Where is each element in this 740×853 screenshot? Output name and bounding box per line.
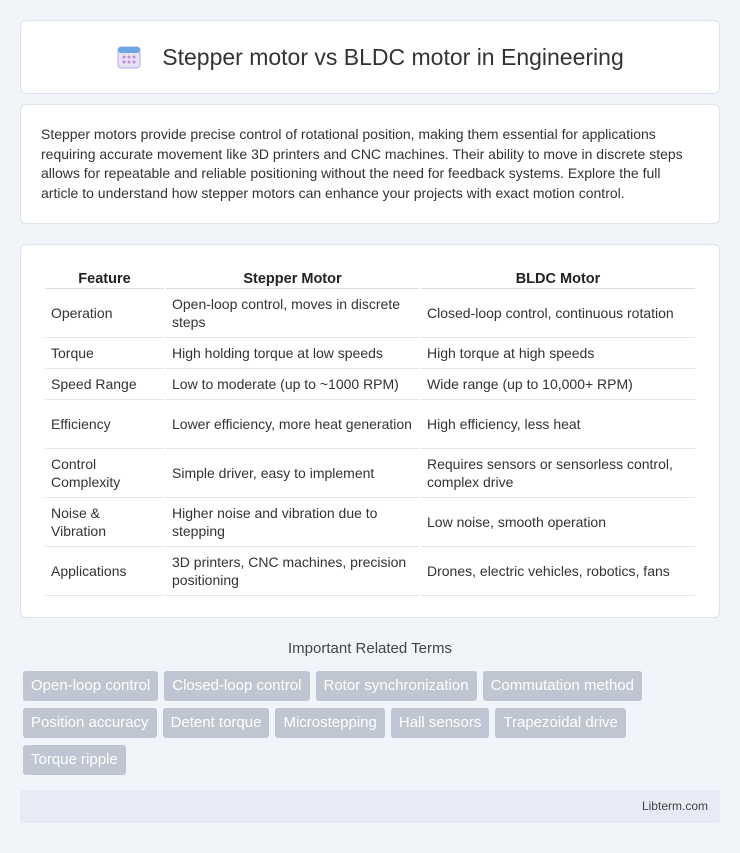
- table-row: [45, 400, 695, 449]
- term-tag[interactable]: Rotor synchronization: [316, 671, 477, 701]
- feature-cell: Torque: [45, 338, 164, 369]
- calendar-grid-icon: [116, 44, 142, 70]
- bldc-cell: Low noise, smooth operation: [421, 498, 695, 547]
- term-tag[interactable]: Closed-loop control: [164, 671, 309, 701]
- footer-brand-link[interactable]: Libterm.com: [641, 799, 708, 813]
- comparison-table: [43, 263, 697, 596]
- stepper-cell: High holding torque at low speeds: [166, 338, 419, 369]
- related-terms-title: Important Related Terms: [288, 640, 452, 657]
- bldc-cell: Closed-loop control, continuous rotation: [421, 289, 695, 338]
- stepper-cell: Simple driver, easy to implement: [166, 449, 419, 498]
- term-tag[interactable]: Detent torque: [163, 708, 270, 738]
- stepper-cell: Open-loop control, moves in discrete steps: [166, 289, 419, 338]
- term-tag[interactable]: Hall sensors: [391, 708, 490, 738]
- term-tag[interactable]: Position accuracy: [23, 708, 157, 738]
- bldc-cell: High efficiency, less heat: [421, 400, 695, 449]
- stepper-cell: Low to moderate (up to ~1000 RPM): [166, 369, 419, 400]
- table-header-row: [45, 263, 695, 289]
- feature-cell: Speed Range: [45, 369, 164, 400]
- table-row: [45, 498, 695, 547]
- header-feature: Feature: [45, 263, 164, 289]
- term-tag[interactable]: Microstepping: [275, 708, 384, 738]
- term-tag[interactable]: Commutation method: [483, 671, 642, 701]
- table-row: [45, 289, 695, 338]
- table-row: [45, 449, 695, 498]
- term-tag[interactable]: Torque ripple: [23, 745, 126, 775]
- header-card: [20, 20, 720, 94]
- feature-cell: Noise & Vibration: [45, 498, 164, 547]
- header-stepper: Stepper Motor: [166, 263, 419, 289]
- page-title: Stepper motor vs BLDC motor in Engineering: [162, 43, 624, 70]
- table-row: [45, 369, 695, 400]
- feature-cell: Efficiency: [45, 400, 164, 449]
- footer: [20, 790, 720, 823]
- table-row: [45, 338, 695, 369]
- stepper-cell: 3D printers, CNC machines, precision positioning: [166, 547, 419, 596]
- related-terms-list: [23, 671, 723, 775]
- bldc-cell: High torque at high speeds: [421, 338, 695, 369]
- feature-cell: Operation: [45, 289, 164, 338]
- intro-card: [20, 104, 720, 224]
- term-tag[interactable]: Open-loop control: [23, 671, 158, 701]
- header-bldc: BLDC Motor: [421, 263, 695, 289]
- intro-text: Stepper motors provide precise control of rotational position, making them essential for applications requiring accurate movement like 3D printers and CNC machines. Their ability to move in discrete steps allows for repeatable and reliable positioning without the need for feedback systems. Explore the full article to understand how stepper motors can enhance your projects with exact motion control.: [41, 126, 683, 201]
- bldc-cell: Requires sensors or sensorless control, complex drive: [421, 449, 695, 498]
- feature-cell: Applications: [45, 547, 164, 596]
- stepper-cell: Higher noise and vibration due to stepping: [166, 498, 419, 547]
- bldc-cell: Drones, electric vehicles, robotics, fans: [421, 547, 695, 596]
- feature-cell: Control Complexity: [45, 449, 164, 498]
- comparison-card: [20, 244, 720, 618]
- stepper-cell: Lower efficiency, more heat generation: [166, 400, 419, 449]
- term-tag[interactable]: Trapezoidal drive: [495, 708, 626, 738]
- bldc-cell: Wide range (up to 10,000+ RPM): [421, 369, 695, 400]
- table-row: [45, 547, 695, 596]
